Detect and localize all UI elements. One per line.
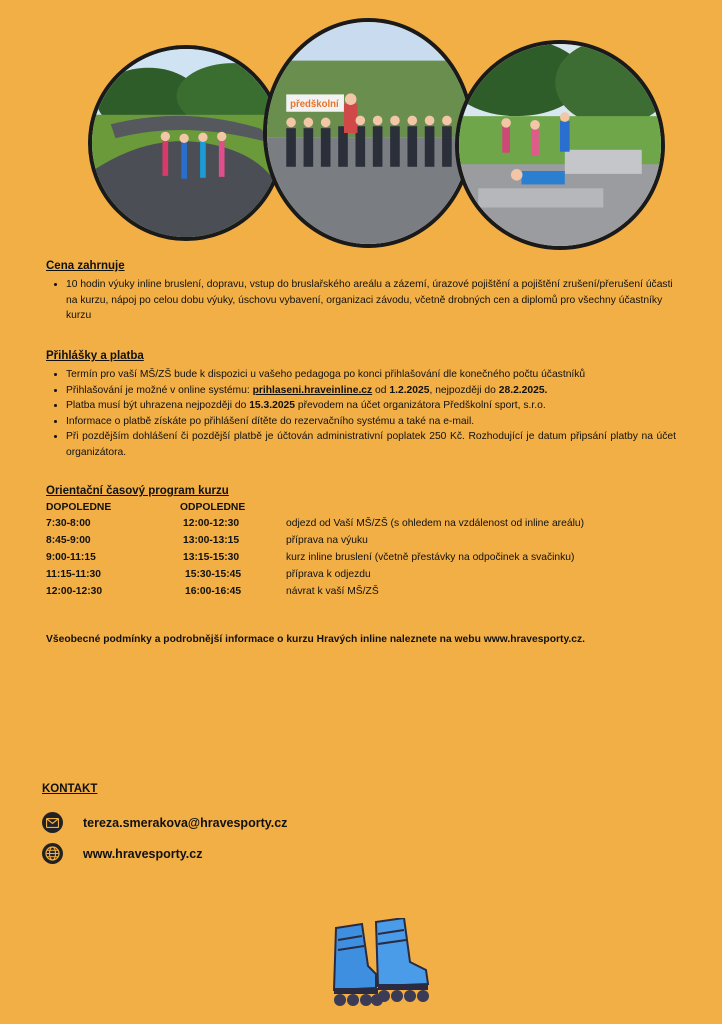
schedule-row <box>46 569 646 585</box>
banner-text: předškolní <box>290 98 339 110</box>
signup-link[interactable]: prihlaseni.hraveinline.cz <box>252 384 373 396</box>
price-title: Cena zahrnuje <box>46 260 125 272</box>
schedule-morning: 9:00-11:15 <box>46 552 96 563</box>
registration-title: Přihlášky a platba <box>46 350 144 362</box>
registration-list <box>46 367 676 460</box>
schedule-afternoon: 13:15-15:30 <box>183 552 240 563</box>
inline-skates-icon <box>328 918 432 1010</box>
contact-email[interactable]: tereza.smerakova@hravesporty.cz <box>83 815 288 830</box>
photo-skatepark <box>455 40 665 250</box>
payment-date: 15.3.2025 <box>249 400 295 411</box>
contact-web-row[interactable] <box>42 843 202 864</box>
payment-text: Platba musí být uhrazena nejpozději do <box>66 400 250 411</box>
contact-web[interactable]: www.hravesporty.cz <box>83 846 203 861</box>
schedule-desc: příprava na výuku <box>286 535 368 546</box>
registration-item-payment <box>66 398 676 414</box>
registration-item-signup <box>66 383 676 399</box>
price-item: • 10 hodin výuky inline bruslení, dopravu, vstup do bruslařského areálu a zázemí, úrazové pojištění a pojištění zrušení/přerušení účasti na kurzu, nápoj po celou dobu výuky, úschovu vybavení, organizaci závodu, včetně drobných cen a diplomů pro všechny účastníky kurzu <box>66 277 676 324</box>
registration-item-info: • Informace o platbě získáte po přihlášení dítěte do rezervačního systému a také na e-mail. <box>66 414 676 430</box>
globe-icon <box>42 843 63 864</box>
contact-title: KONTAKT <box>42 783 98 795</box>
registration-item-term: • Termín pro vaší MŠ/ZŠ bude k dispozici u vašeho pedagoga po konci přihlašování dle konečného počtu účastníků <box>66 367 676 383</box>
schedule-afternoon: 15:30-15:45 <box>185 569 242 580</box>
schedule-row <box>46 552 646 568</box>
payment-text-rest: převodem na účet organizátora Předškolní sport, s.r.o. <box>295 400 546 411</box>
schedule-desc: kurz inline bruslení (včetně přestávky na odpočinek a svačinku) <box>286 552 575 563</box>
schedule-afternoon: 12:00-12:30 <box>183 518 240 529</box>
contact-email-row[interactable] <box>42 812 287 833</box>
schedule-row <box>46 518 646 534</box>
schedule-morning: 8:45-9:00 <box>46 535 91 546</box>
schedule-desc: odjezd od Vaší MŠ/ZŠ (s ohledem na vzdálenost od inline areálu) <box>286 518 585 529</box>
signup-text: Přihlašování je možné v online systému: <box>66 384 253 396</box>
schedule-desc: příprava k odjezdu <box>286 569 371 580</box>
signup-date-end: 28.2.2025. <box>498 384 548 396</box>
schedule-afternoon: 13:00-13:15 <box>183 535 240 546</box>
price-list <box>46 277 676 324</box>
schedule-header-afternoon: ODPOLEDNE <box>180 502 246 513</box>
schedule-afternoon: 16:00-16:45 <box>185 586 242 597</box>
signup-text-until: , nejpozději do <box>429 384 499 396</box>
schedule-header-morning: DOPOLEDNE <box>46 502 112 513</box>
signup-text-from: od <box>372 384 390 396</box>
photo-pumptrack <box>88 45 284 241</box>
photo-group <box>263 18 474 248</box>
schedule-row <box>46 586 646 602</box>
schedule-row <box>46 535 646 551</box>
schedule-title: Orientační časový program kurzu <box>46 485 229 497</box>
schedule-desc: návrat k vaší MŠ/ZŠ <box>286 586 379 597</box>
photo-collage <box>0 0 722 270</box>
footer-note: Všeobecné podmínky a podrobnější informace o kurzu Hravých inline naleznete na webu www.hravesporty.cz. <box>46 634 586 645</box>
schedule-morning: 7:30-8:00 <box>46 518 91 529</box>
schedule-morning: 12:00-12:30 <box>46 586 103 597</box>
mail-icon <box>42 812 63 833</box>
registration-item-fee: • Při pozdějším dohlášení či pozdější platbě je účtován administrativní poplatek 250 Kč. Rozhodující je datum připsání platby na účet organizátora. <box>66 429 676 460</box>
schedule-morning: 11:15-11:30 <box>46 569 101 580</box>
signup-date-start: 1.2.2025 <box>389 384 430 396</box>
